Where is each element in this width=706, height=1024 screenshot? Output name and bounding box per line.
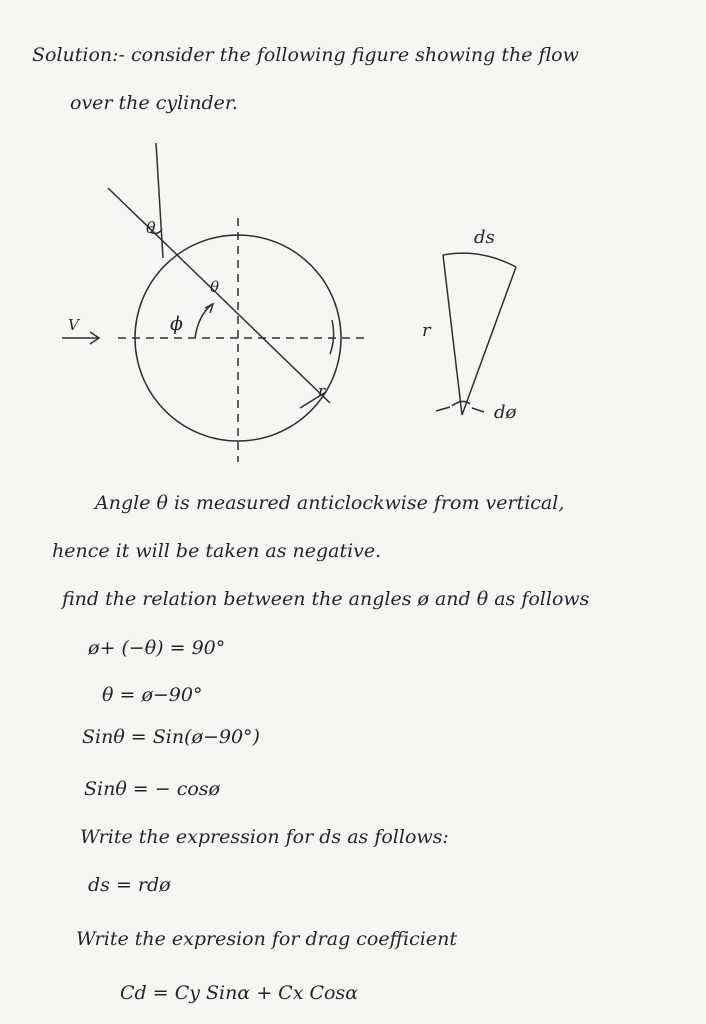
equation-2: θ = ø−90° (102, 684, 203, 706)
wedge-arc-ds (443, 253, 516, 267)
ds-label: ds (474, 227, 495, 248)
v-label: V (68, 316, 79, 334)
wedge-right-side (462, 267, 516, 415)
negative-line: hence it will be taken as negative. (52, 540, 382, 562)
r-label-wedge: r (422, 320, 431, 341)
dphi-label: dø (494, 402, 517, 423)
wedge-left-side (443, 255, 462, 415)
solution-line-2: over the cylinder. (70, 92, 238, 114)
ds-equation: ds = rdø (88, 874, 171, 896)
equation-4: Sinθ = − cosø (84, 778, 220, 800)
r-label-cylinder: r (318, 382, 326, 400)
drag-equation: Cd = Cy Sinα + Cx Cosα (120, 982, 359, 1004)
angle-measured-line: Angle θ is measured anticlockwise from vertical, (95, 492, 565, 514)
solution-line-1: Solution:- consider the following figure showing the flow (32, 44, 579, 66)
theta-label-center: θ (210, 278, 220, 296)
phi-arc (195, 304, 212, 338)
equation-3: Sinθ = Sin(ø−90°) (82, 726, 260, 748)
ds-intro-line: Write the expression for ds as follows: (80, 826, 449, 848)
cylinder-flow-figure (0, 0, 706, 470)
drag-intro-line: Write the expresion for drag coefficient (76, 928, 457, 950)
equation-1: ø+ (−θ) = 90° (88, 637, 226, 659)
phi-label: ϕ (170, 313, 183, 335)
relation-line: find the relation between the angles ø and θ as follows (62, 588, 590, 610)
theta-label-top: θ (146, 218, 156, 237)
